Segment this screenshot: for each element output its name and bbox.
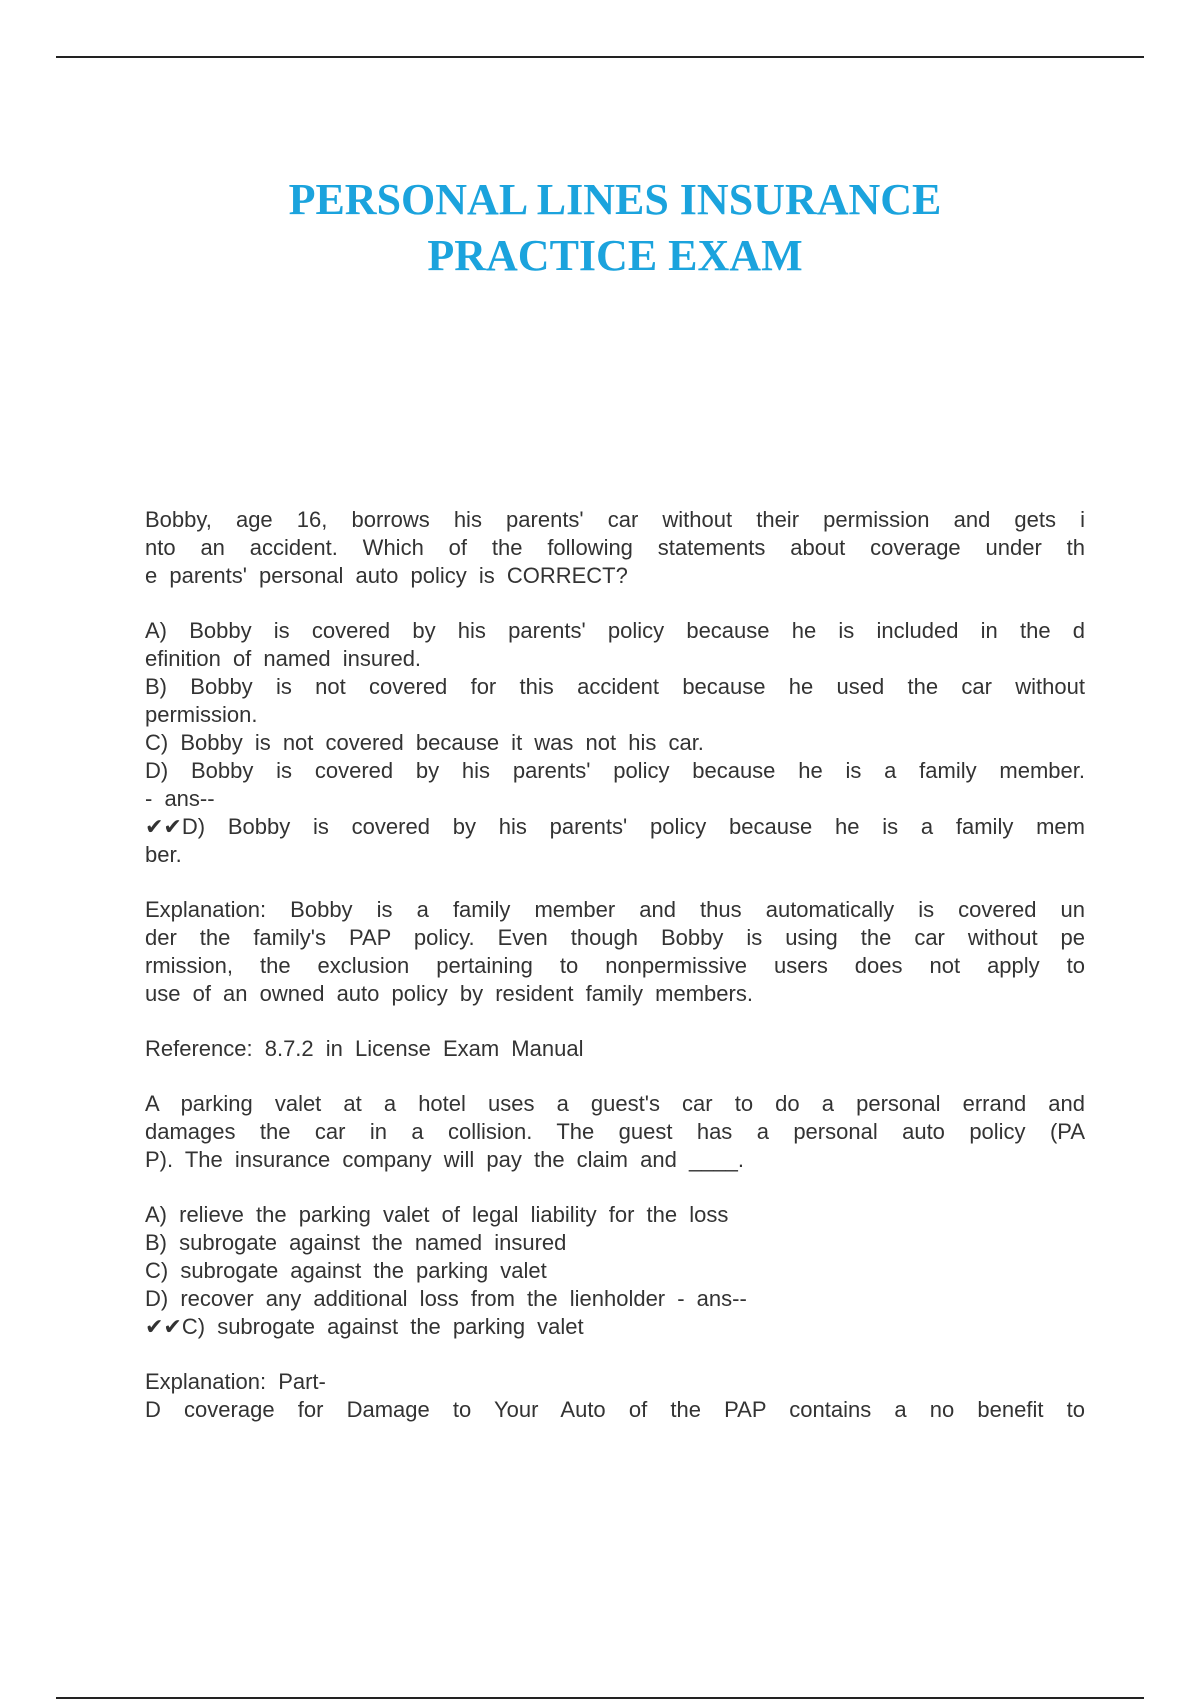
question-1-explanation — [145, 896, 1085, 1008]
top-rule — [56, 56, 1144, 58]
text-line: der the family's PAP policy. Even though Bobby is using the car without pe — [145, 925, 1085, 950]
bottom-rule — [56, 1697, 1144, 1699]
reference: Reference: 8.7.2 in License Exam Manual — [145, 1036, 584, 1061]
text-line: use of an owned auto policy by resident family members. — [145, 981, 753, 1006]
option-line: permission. — [145, 702, 258, 727]
question-1-stem — [145, 506, 1085, 590]
correct-answer: ber. — [145, 842, 182, 867]
text-line: nto an accident. Which of the following statements about coverage under th — [145, 535, 1085, 560]
text-line: P). The insurance company will pay the claim and ____. — [145, 1147, 744, 1172]
question-2 — [145, 1090, 1085, 1424]
text-line: e parents' personal auto policy is CORRECT? — [145, 563, 628, 588]
option-line: C) subrogate against the parking valet — [145, 1258, 547, 1283]
option-line: B) subrogate against the named insured — [145, 1230, 567, 1255]
option-line: efinition of named insured. — [145, 646, 422, 671]
title-line-1: PERSONAL LINES INSURANCE — [288, 175, 942, 224]
title-line-2: PRACTICE EXAM — [427, 231, 803, 280]
text-line: A parking valet at a hotel uses a guest's car to do a personal errand and — [145, 1091, 1085, 1116]
document-title — [0, 172, 1200, 284]
option-line: A) relieve the parking valet of legal liability for the loss — [145, 1202, 729, 1227]
option-line: D) Bobby is covered by his parents' policy because he is a family member. — [145, 758, 1085, 783]
question-1 — [145, 506, 1085, 1063]
option-line: B) Bobby is not covered for this accident because he used the car without — [145, 674, 1085, 699]
text-line: damages the car in a collision. The guest has a personal auto policy (PA — [145, 1119, 1085, 1144]
question-1-options — [145, 617, 1085, 869]
correct-answer: ✔✔D) Bobby is covered by his parents' policy because he is a family mem — [145, 814, 1085, 839]
question-2-options — [145, 1201, 1085, 1341]
option-line: C) Bobby is not covered because it was not his car. — [145, 730, 704, 755]
text-line: rmission, the exclusion pertaining to nonpermissive users does not apply to — [145, 953, 1085, 978]
option-line: A) Bobby is covered by his parents' policy because he is included in the d — [145, 618, 1085, 643]
text-line: D coverage for Damage to Your Auto of the PAP contains a no benefit to — [145, 1397, 1085, 1422]
correct-answer: ✔✔C) subrogate against the parking valet — [145, 1314, 584, 1339]
text-line: Explanation: Bobby is a family member and thus automatically is covered un — [145, 897, 1085, 922]
question-2-explanation — [145, 1368, 1085, 1424]
answer-marker: - ans-- — [145, 786, 215, 811]
text-line: Explanation: Part- — [145, 1369, 326, 1394]
document-body — [145, 506, 1085, 1424]
question-2-stem — [145, 1090, 1085, 1174]
text-line: Bobby, age 16, borrows his parents' car without their permission and gets i — [145, 507, 1085, 532]
option-line: D) recover any additional loss from the lienholder - ans-- — [145, 1286, 747, 1311]
